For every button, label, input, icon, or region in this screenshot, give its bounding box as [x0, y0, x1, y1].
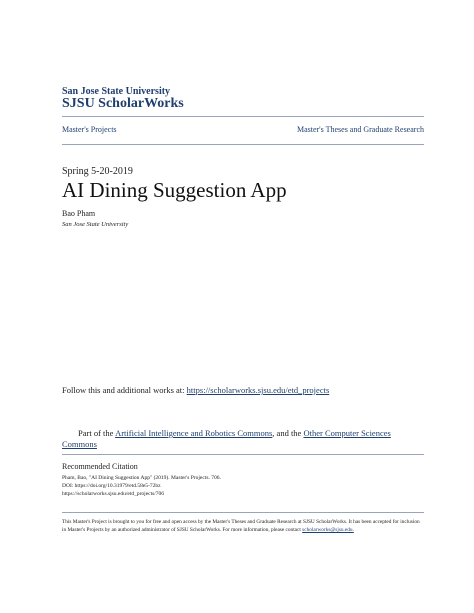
other-cs-commons-link[interactable]: Other Computer Sciences Commons — [62, 428, 391, 449]
citation-url[interactable]: https://scholarworks.sjsu.edu/etd_projects/706 — [62, 491, 165, 497]
access-notice — [62, 518, 422, 534]
publication-date: Spring 5-20-2019 — [62, 166, 133, 177]
header-divider-bottom — [62, 144, 424, 145]
etd-projects-link[interactable]: https://scholarworks.sjsu.edu/etd_projects — [186, 385, 330, 395]
citation-block — [62, 474, 392, 498]
paper-title: AI Dining Suggestion App — [62, 178, 287, 202]
part-of-middle: , and the — [272, 428, 304, 438]
repository-name[interactable]: SJSU ScholarWorks — [62, 96, 184, 111]
author-affiliation: San Jose State University — [62, 221, 129, 228]
part-of-prefix: Part of the — [78, 428, 116, 438]
notice-divider — [62, 512, 424, 513]
citation-doi[interactable]: DOI: https://doi.org/10.31979/etd.58e5-72bz — [62, 483, 161, 489]
institution-name: San Jose State University — [62, 86, 171, 97]
recommended-citation-heading: Recommended Citation — [62, 462, 138, 471]
part-of-line — [62, 428, 412, 450]
follow-line — [62, 385, 432, 395]
notice-text: This Master's Project is brought to you for free and open access by the Master's Theses and Graduate Research at SJSU ScholarWorks. It has been accepted for inclusion in Master's Projects by an authorized administrator of SJSU ScholarWorks. For more information, please contact — [62, 519, 420, 533]
masters-projects-link[interactable]: Master's Projects — [62, 125, 117, 134]
citation-line-1: Pham, Bao, "AI Dining Suggestion App" (2019). Master's Projects. 706. — [62, 475, 221, 481]
follow-text: Follow this and additional works at: — [62, 385, 187, 395]
contact-email-link[interactable]: scholarworks@sjsu.edu. — [302, 527, 354, 533]
author-name: Bao Pham — [62, 209, 96, 218]
citation-divider — [62, 454, 424, 455]
masters-theses-link[interactable]: Master's Theses and Graduate Research — [296, 125, 424, 134]
header-divider-top — [62, 116, 424, 117]
ai-robotics-commons-link[interactable]: Artificial Intelligence and Robotics Commons — [115, 428, 273, 438]
